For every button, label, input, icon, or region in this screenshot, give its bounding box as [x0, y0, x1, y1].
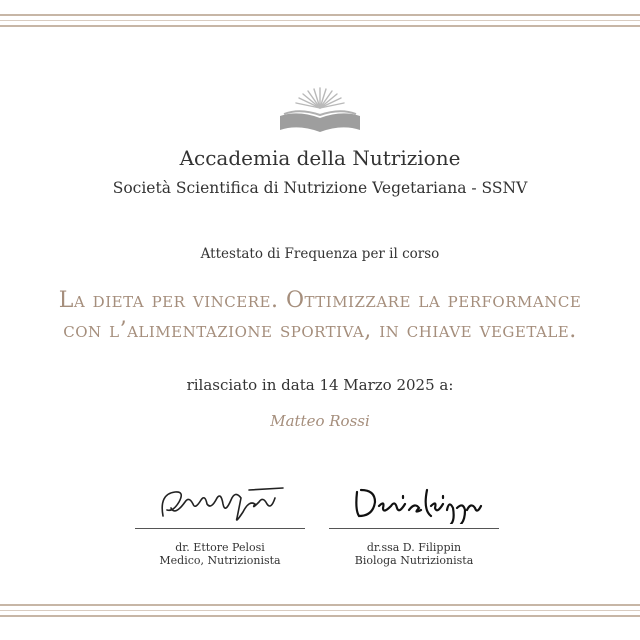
signature-line — [329, 528, 499, 529]
border-rule — [0, 14, 640, 16]
signature-block — [329, 480, 499, 567]
issue-date-text: rilasciato in data 14 Marzo 2025 a: — [186, 376, 454, 394]
border-rule — [0, 25, 640, 27]
signatory-name: dr.ssa D. Filippin — [366, 541, 462, 554]
signatory-role: Medico, Nutrizionista — [159, 554, 281, 567]
border-rule — [0, 615, 640, 617]
recipient-name: Matteo Rossi — [270, 412, 370, 430]
handwritten-signature — [145, 480, 295, 524]
course-title-line: con l’alimentazione sportiva, in chiave vegetale. — [63, 318, 577, 343]
signature-block — [135, 480, 305, 567]
bottom-border — [0, 604, 640, 621]
course-title-line: La dieta per vincere. Ottimizzare la performance — [58, 288, 582, 313]
handwritten-signature — [339, 480, 489, 524]
organization-subtitle: Società Scientifica di Nutrizione Vegetariana - SSNV — [112, 179, 528, 197]
organization-name: Accademia della Nutrizione — [179, 146, 461, 170]
course-title — [0, 286, 640, 346]
certificate-type: Attestato di Frequenza per il corso — [200, 246, 440, 262]
top-border — [0, 14, 640, 31]
border-rule — [0, 20, 640, 21]
signatory-role: Biologa Nutrizionista — [354, 554, 474, 567]
open-book-sunburst-icon — [276, 86, 364, 136]
border-rule — [0, 604, 640, 606]
signature-line — [135, 528, 305, 529]
signatory-name: dr. Ettore Pelosi — [175, 541, 265, 554]
border-rule — [0, 610, 640, 611]
